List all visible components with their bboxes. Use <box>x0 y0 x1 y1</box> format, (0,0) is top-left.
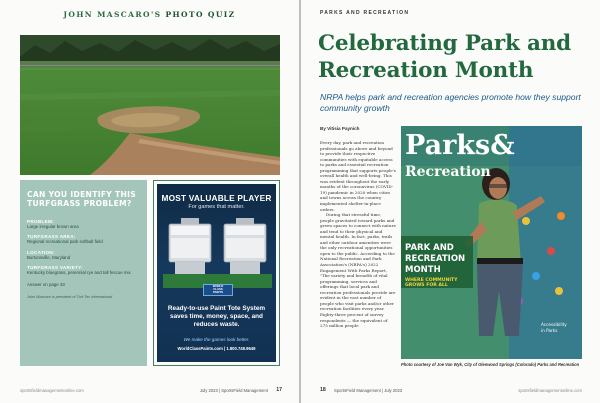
world-class-paints-logo <box>203 284 233 296</box>
body-paragraph: Every day, park and recreation professionals go above and beyond to provide their respective communities with equitable access to parks and essential recreation programming that supports people's overall health and well-being. This was evident throughout the early months of the coronavirus (COVID-19) pandemic in 2020 when cities and towns across the country implemented shelter-in-place orders. <box>320 140 396 212</box>
page-number: 18 <box>320 387 326 393</box>
ad-body: Ready-to-use Paint Tote System saves time, money, space, and reduces waste. <box>167 305 266 328</box>
advertisement[interactable] <box>153 180 280 366</box>
cover-image <box>401 126 582 359</box>
paint-tote-right-icon <box>224 218 266 274</box>
cover-banner-title-line2: RECREATION <box>405 254 466 264</box>
logo-line-1: WORLD <box>212 284 224 288</box>
ad-tagline: We make the games look better. <box>183 337 250 342</box>
logo-line-3: PAINTS <box>212 290 224 295</box>
problem-label: PROBLEM: <box>27 219 54 224</box>
answer-reference: Answer on page 33 <box>27 282 65 288</box>
cover-side-note: Accessibility <box>541 322 567 327</box>
article-body <box>320 140 396 329</box>
magazine-cover-photo <box>401 126 582 359</box>
photo-credit: Photo courtesy of Joe Van Wyk, City of Glenwood Springs (Colorado) Parks and Recreation <box>401 362 580 367</box>
right-page <box>301 0 600 403</box>
cover-side-note-2: in Parks <box>541 328 558 333</box>
cover-masthead-2: Recreation <box>405 164 491 180</box>
left-page <box>0 0 299 403</box>
author-credit: John Mascaro is president of Turf-Tec International <box>27 295 113 300</box>
ad-title: MOST VALUABLE PLAYER <box>161 193 272 203</box>
article-headline: Celebrating Park and Recreation Month <box>318 31 572 83</box>
problem-value: Large irregular brown area <box>27 224 79 229</box>
location-label: LOCATION: <box>27 249 55 255</box>
cover-banner-sub-line2: GROWS FOR ALL <box>405 283 448 288</box>
quiz-header-prefix: JOHN MASCARO'S <box>63 10 162 19</box>
cover-masthead: Parks& <box>405 130 515 161</box>
location-value: Burtonsville, Maryland <box>27 254 71 260</box>
ad-panel <box>157 184 276 362</box>
byline: By Vitisia Paynich <box>320 126 360 131</box>
paint-tote-left-icon <box>169 218 211 274</box>
folio-issue: July 2023 | SportsField Management <box>199 388 268 393</box>
logo-line-2: CLASS <box>213 287 223 292</box>
turfgrass-variety-value: Kentucky bluegrass, perennial rye and tall fescue mix <box>27 269 131 275</box>
quiz-box <box>20 180 147 366</box>
page-number: 17 <box>276 387 282 393</box>
turfgrass-area-value: Regional recreational park softball field <box>27 239 103 245</box>
ad-contact-link[interactable]: WorldClassPaints.com | 1.800.748.9649 <box>177 346 256 351</box>
cover-banner-title-line1: PARK AND <box>405 243 454 253</box>
cover-banner-title-line3: MONTH <box>405 265 441 275</box>
turfgrass-area-label: TURFGRASS AREA: <box>27 234 76 240</box>
turfgrass-photo <box>20 35 280 175</box>
section-label: PARKS AND RECREATION <box>320 10 410 16</box>
cover-banner-sub-line1: WHERE COMMUNITY <box>405 278 458 283</box>
paint-tote-illustration <box>157 214 276 288</box>
folio-website: sportsfieldmanagementonline.com <box>20 388 84 393</box>
quiz-title: CAN YOU IDENTIFY THIS TURFGRASS PROBLEM? <box>27 190 137 208</box>
article-deck: NRPA helps park and recreation agencies promote how they support community growth <box>320 92 581 113</box>
turfgrass-variety-label: TURFGRASS VARIETY: <box>27 264 84 270</box>
folio-issue: SportsField Management | July 2023 <box>334 388 403 393</box>
ad-subtitle: For games that matter. <box>188 204 245 210</box>
body-paragraph: During that stressful time, people gravitated toward parks and green spaces to connect with nature and tend to their physical and mental health. In fact, parks, trails and other outdoor amenities were the only recreational opportunities open to the public. According to the National Recreation and Park Association's (NRPA's) 2022 Engagement With Parks Report, "The variety and breadth of vital programming, services and offerings that local park and recreation professionals provide are evident in the vast number of people who visit parks and/or other recreation facilities every year. Eighty-three percent of survey respondents — the equivalent of 275 million people <box>320 212 396 329</box>
quiz-header <box>0 10 299 19</box>
folio-website: sportsfieldmanagementonline.com <box>518 388 582 393</box>
quiz-header-title: PHOTO QUIZ <box>165 10 236 19</box>
softball-field-image <box>20 35 280 175</box>
